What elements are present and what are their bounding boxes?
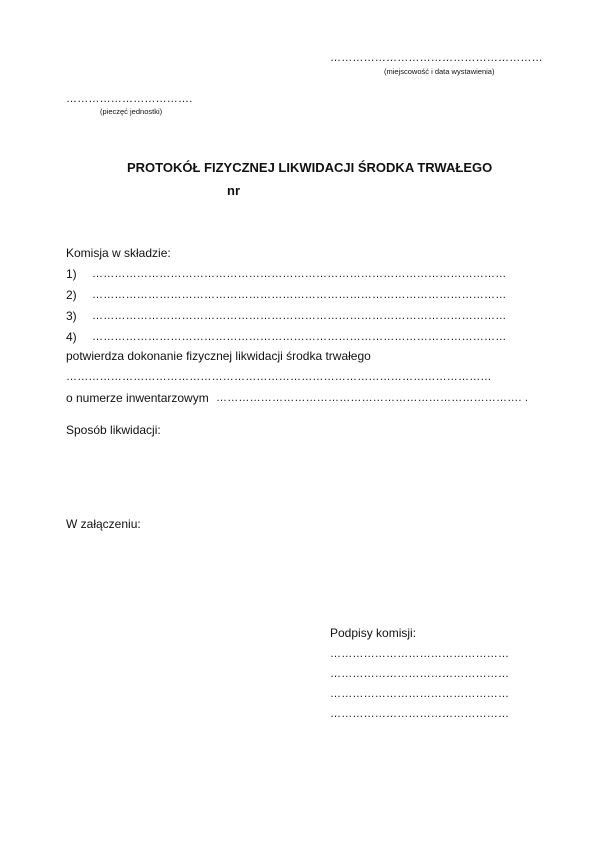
signature-line: ………………………………………… bbox=[330, 708, 510, 720]
member-dots: ………………………………………………………………………………………………… bbox=[92, 289, 507, 301]
place-date-caption: (miejscowość i data wystawienia) bbox=[384, 67, 495, 76]
liquidation-method-label: Sposób likwidacji: bbox=[66, 423, 161, 437]
attachment-label: W załączeniu: bbox=[66, 517, 141, 531]
confirm-dots: …………………………………………………………………………………………………… bbox=[66, 371, 492, 383]
signature-line: ………………………………………… bbox=[330, 648, 510, 660]
member-dots: ………………………………………………………………………………………………… bbox=[92, 331, 507, 343]
seal-caption: (pieczęć jednostki) bbox=[100, 107, 163, 116]
member-number: 2) bbox=[66, 288, 77, 302]
document-number-label: nr bbox=[227, 183, 240, 198]
signature-line: ………………………………………… bbox=[330, 668, 510, 680]
signature-line: ………………………………………… bbox=[330, 688, 510, 700]
commission-heading: Komisja w składzie: bbox=[66, 246, 171, 260]
member-number: 4) bbox=[66, 330, 77, 344]
member-dots: ………………………………………………………………………………………………… bbox=[92, 310, 507, 322]
inventory-dots: ………………………………………………………………………. . bbox=[216, 392, 529, 404]
seal-dots: ……………………………. bbox=[66, 93, 193, 105]
inventory-label: o numerze inwentarzowym bbox=[66, 391, 209, 405]
member-number: 1) bbox=[66, 267, 77, 281]
signatures-label: Podpisy komisji: bbox=[330, 626, 417, 640]
member-dots: ………………………………………………………………………………………………… bbox=[92, 268, 507, 280]
place-date-dots: ………………………………………………… bbox=[330, 52, 543, 64]
member-number: 3) bbox=[66, 309, 77, 323]
document-title: PROTOKÓŁ FIZYCZNEJ LIKWIDACJI ŚRODKA TRWAŁEGO bbox=[127, 160, 493, 175]
confirm-text: potwierdza dokonanie fizycznej likwidacji środka trwałego bbox=[66, 349, 371, 363]
